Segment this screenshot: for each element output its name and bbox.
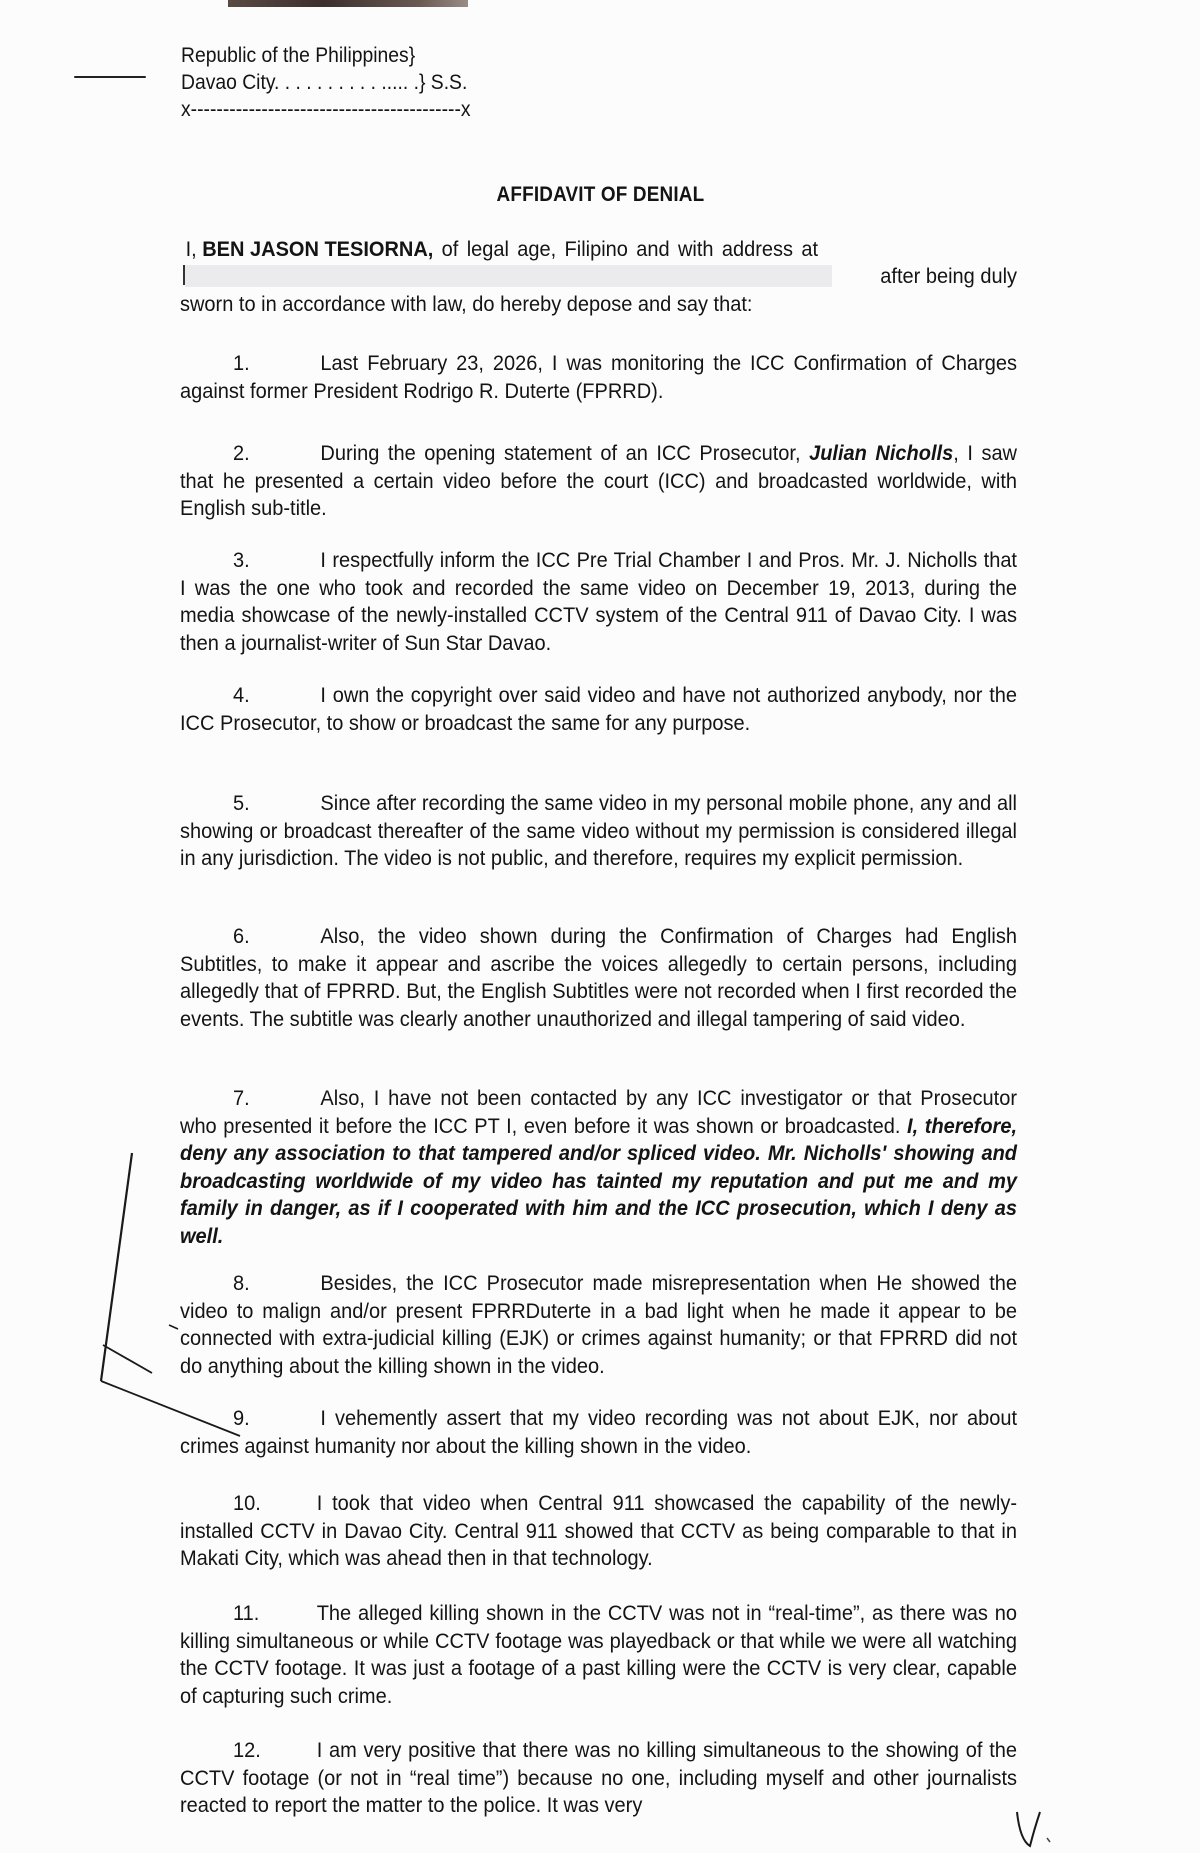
paragraph-text: I took that video when Central 911 showcased the capability of the newly-installed CCTV in Davao City. Central 911 showed that CCTV as being comparable to that in Makati City, which was ahead then in that technology. — [180, 1491, 1017, 1570]
paragraph-text: Last February 23, 2026, I was monitoring the ICC Confirmation of Charges against former President Rodrigo R. Duterte (FPRRD). — [180, 351, 1017, 403]
margin-bracket-line — [101, 1153, 132, 1381]
paragraph-number: 4. — [233, 683, 250, 707]
paragraph-body — [180, 1085, 1017, 1250]
paragraph-body — [180, 790, 1017, 873]
paragraph-8 — [180, 1270, 1017, 1380]
affiant-name: BEN JASON TESIORNA, — [202, 237, 434, 261]
paragraph-number: 8. — [233, 1271, 250, 1295]
margin-caret-mark — [169, 1325, 178, 1329]
intro-lead: I, — [185, 237, 203, 261]
paragraph-text-pre: Also, I have not been contacted by any ICC investigator or that Prosecutor who presented it before the ICC PT I, even before it was shown or broadcasted. — [180, 1086, 1017, 1138]
paragraph-text: I respectfully inform the ICC Pre Trial Chamber I and Pros. Mr. J. Nicholls that I was the one who took and recorded the same video on December 19, 2013, during the media showcase of the newly-installed CCTV system of the Central 911 of Davao City. I was then a journalist-writer of Sun Star Davao. — [180, 548, 1017, 655]
paragraph-number: 6. — [233, 924, 250, 948]
paragraph-1 — [180, 350, 1017, 405]
margin-dash-mark — [74, 76, 146, 78]
paragraph-text: I own the copyright over said video and have not authorized anybody, nor the ICC Prosecutor, to show or broadcast the same for any purpose. — [180, 683, 1017, 735]
paragraph-12 — [180, 1737, 1017, 1820]
scan-edge-strip — [228, 0, 468, 7]
paragraph-body — [180, 1600, 1017, 1710]
signature-initial-mark — [1017, 1812, 1040, 1846]
paragraph-body — [180, 1270, 1017, 1380]
document-title: AFFIDAVIT OF DENIAL — [496, 183, 704, 206]
paragraph-text-pre: During the opening statement of an ICC Prosecutor, — [320, 441, 810, 465]
venue-country: Republic of the Philippines} — [181, 44, 416, 67]
paragraph-text-emphasis: I, therefore, deny any association to that tampered and/or spliced video. Mr. Nicholls' showing and broadcasting worldwide of my video has tainted my reputation and put me and my family in danger, as if I cooperated with him and the ICC prosecution, which I deny as well. — [180, 1113, 1018, 1248]
venue-block — [181, 42, 496, 123]
paragraph-number: 11. — [233, 1601, 260, 1625]
paragraph-number: 10. — [233, 1491, 261, 1515]
paragraph-body — [180, 350, 1017, 405]
redacted-address — [185, 265, 832, 287]
paragraph-body — [180, 923, 1017, 1033]
paragraph-body — [180, 1405, 1017, 1460]
paragraph-text: Also, the video shown during the Confirmation of Charges had English Subtitles, to make it appear and ascribe the voices allegedly to certain persons, including allegedly that of FPRRD. But, the English Subtitles were not recorded when I first recorded the events. The subtitle was clearly another unauthorized and illegal tampering of said video. — [180, 924, 1017, 1031]
paragraph-text: Besides, the ICC Prosecutor made misrepresentation when He showed the video to malign and/or present FPRRDuterte in a bad light when he made it appear to be connected with extra-judicial killing (EJK) or crimes against humanity; or that FPRRD did not do anything about the killing shown in the video. — [180, 1271, 1017, 1378]
paragraph-6 — [180, 923, 1017, 1033]
paragraph-number: 9. — [233, 1406, 250, 1430]
paragraph-body — [180, 1737, 1017, 1820]
paragraph-text: The alleged killing shown in the CCTV was not in “real-time”, as there was no killing simultaneous or while CCTV footage was playedback or that while we were all watching the CCTV footage. It was just a footage of a past killing were the CCTV is very clear, capable of capturing such crime. — [180, 1601, 1017, 1708]
paragraph-number: 2. — [233, 441, 250, 465]
paragraph-body — [180, 440, 1017, 523]
paragraph-11 — [180, 1600, 1017, 1710]
paragraph-text-emphasis: Julian Nicholls — [809, 441, 954, 465]
intro-line1: of legal age, Filipino and with address at — [433, 237, 819, 261]
paragraph-body — [180, 1490, 1017, 1573]
intro-line3: sworn to in accordance with law, do hereby depose and say that: — [180, 292, 753, 316]
intro-line2: after being duly — [880, 264, 1017, 288]
paragraph-4 — [180, 682, 1017, 737]
paragraph-body — [180, 547, 1017, 657]
paragraph-7 — [180, 1085, 1017, 1250]
paragraph-3 — [180, 547, 1017, 657]
paragraph-5 — [180, 790, 1017, 873]
paragraph-2 — [180, 440, 1017, 523]
signature-dot — [1047, 1838, 1050, 1842]
paragraph-number: 5. — [233, 791, 250, 815]
paragraph-text: I am very positive that there was no killing simultaneous to the showing of the CCTV footage (or not in “real time”) because no one, including myself and other journalists reacted to report the matter to the police. It was very — [180, 1738, 1017, 1817]
paragraph-10 — [180, 1490, 1017, 1573]
paragraph-text: I vehemently assert that my video recording was not about EJK, nor about crimes against humanity nor about the killing shown in the video. — [180, 1406, 1017, 1458]
venue-separator: x------------------------------------------x — [181, 98, 471, 121]
paragraph-9 — [180, 1405, 1017, 1460]
paragraph-text-post: , I saw that he presented a certain video before the court (ICC) and broadcasted worldwide, with English sub-title. — [180, 441, 1017, 520]
margin-bracket-tick-upper — [103, 1345, 152, 1373]
paragraph-text: Since after recording the same video in my personal mobile phone, any and all showing or broadcast thereafter of the same video without my permission is considered illegal in any jurisdiction. The video is not public, and therefore, requires my explicit permission. — [180, 791, 1017, 870]
paragraph-number: 7. — [233, 1086, 250, 1110]
redaction-edge-mark — [183, 265, 185, 285]
venue-city: Davao City. . . . . . . . . . ..... .} S.S. — [181, 71, 468, 94]
paragraph-number: 3. — [233, 548, 250, 572]
paragraph-number: 12. — [233, 1738, 261, 1762]
paragraph-number: 1. — [233, 351, 250, 375]
paragraph-body — [180, 682, 1017, 737]
